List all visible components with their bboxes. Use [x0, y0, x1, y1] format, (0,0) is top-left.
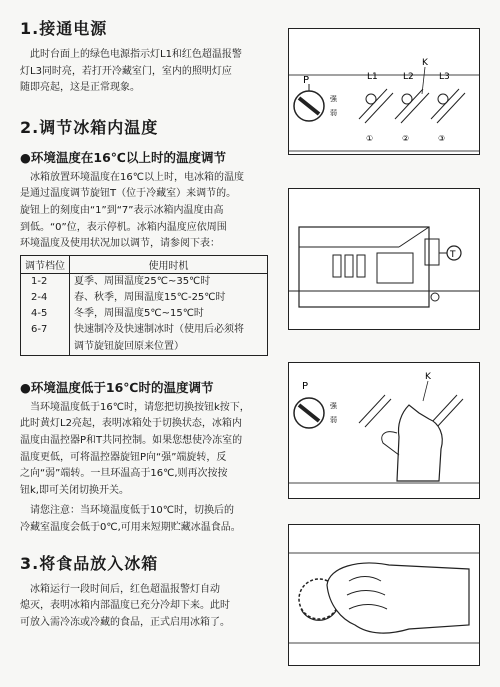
- lamp-l1-label: L1: [367, 72, 378, 82]
- fridge-interior-illustration: [289, 189, 479, 329]
- table-row: [21, 290, 268, 306]
- subsection-low-temp-line: 钮k,即可关闭切换开关。: [20, 484, 129, 496]
- subsection-high-temp-title: ●环境温度在16℃以上时的温度调节: [20, 149, 226, 165]
- table-cell-level: 1-2: [21, 273, 70, 290]
- section3-line: 可放入需冷冻或冷藏的食品，正式启用冰箱了。: [20, 616, 230, 628]
- pressing-finger-icon: [382, 405, 442, 481]
- table-row: [21, 339, 268, 356]
- subsection-high-temp-line: 环境温度及使用状况加以调节，请参阅下表：: [20, 238, 220, 250]
- table-cell-level: 4-5: [21, 306, 70, 322]
- knob-p-label: P: [302, 381, 309, 392]
- press-button-illustration: [289, 363, 479, 498]
- subsection-high-temp-line: 旋钮上的刻度由“1”到“7”表示冰箱内温度由高: [20, 204, 224, 216]
- turn-knob-illustration: [289, 525, 479, 665]
- button-k-label: K: [425, 372, 431, 382]
- table-row: [21, 322, 268, 338]
- table-cell-level: 6-7: [21, 322, 70, 338]
- attention-note-line: 请您注意：当环境温度低于10℃时，切换后的: [30, 505, 234, 517]
- subsection-low-temp-line: 之向“弱”端转。一旦环温高于16℃,则再次按按: [20, 468, 228, 480]
- section1-line: 灯L3同时亮，若打开冷藏室门，室内的照明灯应: [20, 65, 232, 77]
- figure-fridge-interior: [288, 188, 480, 330]
- section1-title: 1.接通电源: [20, 19, 108, 38]
- hand-icon: [327, 563, 469, 633]
- section1-line: 随即亮起，这是正常现象。: [20, 82, 140, 94]
- table-cell-usage: 夏季、周围温度25℃~35℃时: [70, 273, 268, 290]
- lamp-l1-icon: [359, 89, 393, 123]
- section1-line: 此时台面上的绿色电源指示灯L1和红色超温报警: [30, 49, 242, 60]
- table-header-row: [21, 255, 268, 273]
- subsection-low-temp-line: 当环境温度低于16℃时，请您把切换按钮k按下，: [30, 401, 250, 413]
- subsection-high-temp-line: 冰箱放置环境温度在16℃以上时，电冰箱的温度: [30, 171, 244, 183]
- lamp-l2-label: L2: [403, 72, 414, 82]
- lamp-mark: ②: [402, 134, 410, 143]
- section2-title: 2.调节冰箱内温度: [20, 117, 159, 137]
- knob-p-icon[interactable]: [294, 398, 324, 428]
- table-row: [21, 273, 268, 290]
- table-cell-usage: 调节旋钮旋回原来位置）: [70, 339, 268, 356]
- table-cell-level: 2-4: [21, 290, 70, 306]
- table-cell-usage: 快速制冷及快速制冰时（使用后必须将: [70, 322, 268, 338]
- knob-strong-label: 强: [330, 402, 337, 410]
- section3-title: 3.将食品放入冰箱: [20, 553, 159, 573]
- control-panel-illustration: [289, 29, 479, 154]
- button-k-label: K: [422, 58, 428, 68]
- subsection-high-temp-line: 是通过温度调节旋钮T（位于冷藏室）来调节的。: [20, 188, 237, 200]
- lamp-mark: ③: [438, 134, 446, 143]
- table-cell-usage: 冬季，周围温度5℃~15℃时: [70, 306, 268, 322]
- section3-line: 冰箱运行一段时间后，红色超温报警灯自动: [30, 583, 220, 595]
- lamp-l3-icon: [431, 89, 465, 123]
- subsection-low-temp-line: 温度由温控器P和T共同控制。如果您想使冷冻室的: [20, 434, 243, 446]
- lamp-icon: [359, 395, 391, 427]
- knob-weak-label: 弱: [330, 109, 337, 117]
- knob-t-icon[interactable]: [425, 239, 461, 265]
- knob-p-icon[interactable]: [294, 84, 324, 121]
- figure-press-button: [288, 362, 480, 499]
- table-header-level: 调节档位: [21, 255, 70, 273]
- knob-weak-label: 弱: [330, 416, 337, 424]
- attention-note-line: 冷藏室温度会低于0℃,可用来短期贮藏冰温食品。: [20, 521, 241, 533]
- section3-line: 熄灭，表明冰箱内部温度已充分冷却下来。此时: [20, 600, 230, 612]
- lamp-l2-icon: [395, 89, 429, 123]
- subsection-low-temp-line: 温度更低，可将温控器旋钮P向“强”端旋转，反: [20, 451, 227, 463]
- subsection-low-temp-title: ●环境温度低于16℃时的温度调节: [20, 379, 214, 395]
- knob-t-label: T: [450, 250, 456, 260]
- figure-turn-knob: [288, 524, 480, 666]
- table-row: [21, 306, 268, 322]
- subsection-low-temp-line: 此时黄灯L2亮起，表明冰箱处于切换状态，冰箱内: [20, 418, 242, 430]
- table-header-usage: 使用时机: [70, 255, 268, 273]
- table-cell-usage: 春、秋季，周围温度15℃-25℃时: [70, 290, 268, 306]
- figure-control-panel: [288, 28, 480, 155]
- text-column: [20, 16, 282, 631]
- table-cell-level-empty: [21, 339, 70, 356]
- knob-strong-label: 强: [330, 95, 337, 103]
- lamp-mark: ①: [366, 134, 374, 143]
- lamp-l3-label: L3: [439, 72, 450, 82]
- knob-p-label: P: [303, 75, 310, 86]
- lamp-icon: [431, 395, 463, 427]
- setting-table: [20, 255, 268, 356]
- subsection-high-temp-line: 到低。“0”位，表示停机。冰箱内温度应依周围: [20, 221, 227, 233]
